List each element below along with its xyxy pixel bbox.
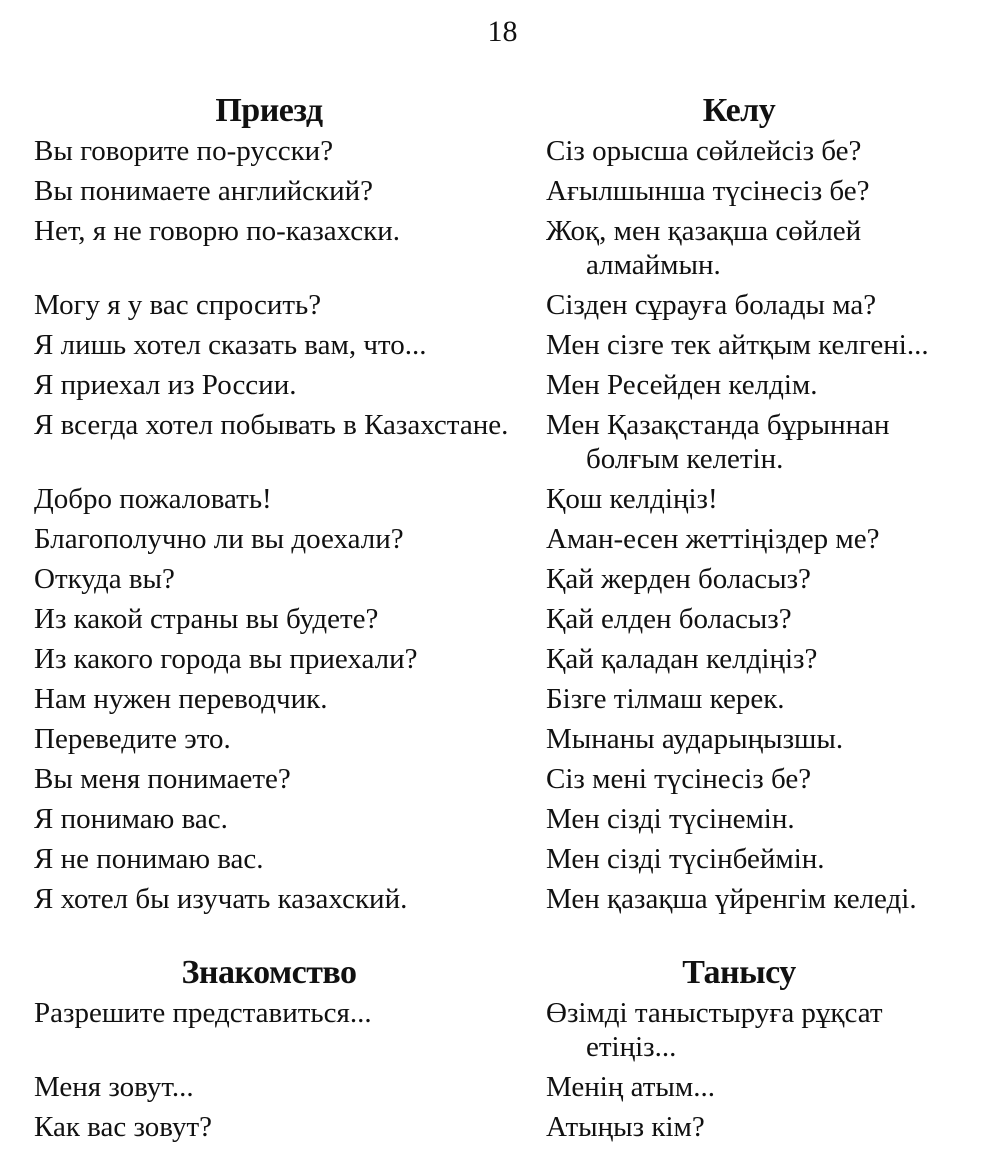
phrase-row (34, 174, 974, 208)
phrase-kz: Сіз орысша сөйлейсіз бе? (546, 135, 862, 167)
phrase-ru: Я лишь хотел сказать вам, что... (34, 329, 427, 361)
phrase-row (34, 134, 974, 168)
phrase-row (34, 762, 974, 796)
phrase-kz: Мен сізге тек айтқым келгені... (546, 329, 929, 361)
heading-kz: Танысу (682, 954, 796, 991)
phrase-row (34, 802, 974, 836)
phrase-list (34, 134, 974, 916)
phrase-ru: Добро пожаловать! (34, 483, 272, 515)
section-header (34, 950, 974, 996)
phrase-row (34, 842, 974, 876)
phrase-ru: Я хотел бы изучать казахский. (34, 883, 408, 915)
phrase-row (34, 996, 974, 1064)
phrase-kz: Қай елден боласыз? (546, 603, 792, 635)
page-number: 18 (487, 15, 518, 48)
phrase-kz: Қош келдіңіз! (546, 483, 718, 515)
phrase-ru: Благополучно ли вы доехали? (34, 523, 404, 555)
phrase-ru: Я всегда хотел побывать в Казахстане. (34, 409, 509, 441)
phrase-ru: Из какого города вы приехали? (34, 643, 418, 675)
phrase-kz: Бізге тілмаш керек. (546, 683, 785, 715)
phrase-list (34, 996, 974, 1144)
phrase-row (34, 1070, 974, 1104)
phrase-kz: Сізден сұрауға болады ма? (546, 289, 877, 321)
phrase-row (34, 602, 974, 636)
phrase-kz: Мен сізді түсінемін. (546, 803, 795, 835)
phrase-ru: Вы понимаете английский? (34, 175, 374, 207)
phrase-ru: Я понимаю вас. (34, 803, 228, 835)
phrase-kz: Мен Ресейден келдім. (546, 369, 818, 401)
phrase-ru: Переведите это. (34, 723, 231, 755)
phrase-row (34, 368, 974, 402)
phrase-kz: Атыңыз кім? (546, 1111, 705, 1143)
phrase-row (34, 562, 974, 596)
section-header (34, 88, 974, 134)
phrase-row (34, 214, 974, 282)
phrase-row (34, 522, 974, 556)
phrase-ru: Меня зовут... (34, 1071, 194, 1103)
phrase-ru: Из какой страны вы будете? (34, 603, 379, 635)
phrase-kz: Аман-есен жеттіңіздер ме? (546, 523, 880, 555)
heading-ru: Приезд (215, 92, 323, 129)
section-acquaintance (34, 950, 974, 1150)
phrase-kz: Мен қазақша үйренгім келеді. (546, 883, 917, 915)
phrase-ru: Как вас зовут? (34, 1111, 213, 1143)
phrase-kz: Мен Қазақстанда бұрыннан болғым келетін. (546, 409, 890, 475)
phrase-row (34, 1110, 974, 1144)
phrase-ru: Я не понимаю вас. (34, 843, 264, 875)
phrase-ru: Вы говорите по-русски? (34, 135, 334, 167)
phrase-ru: Разрешите представиться... (34, 997, 372, 1029)
phrase-kz: Өзімді таныстыруға рұқсат етіңіз... (546, 997, 883, 1063)
heading-kz: Келу (702, 92, 776, 129)
phrase-row (34, 722, 974, 756)
phrase-row (34, 682, 974, 716)
phrase-kz: Сіз мені түсінесіз бе? (546, 763, 812, 795)
phrase-kz: Ағылшынша түсінесіз бе? (546, 175, 870, 207)
phrase-kz: Мен сізді түсінбеймін. (546, 843, 825, 875)
phrase-kz: Қай жерден боласыз? (546, 563, 811, 595)
section-arrival (34, 88, 974, 922)
phrase-kz: Қай қаладан келдіңіз? (546, 643, 818, 675)
phrase-row (34, 328, 974, 362)
phrase-ru: Нет, я не говорю по-казахски. (34, 215, 401, 247)
phrase-ru: Могу я у вас спросить? (34, 289, 322, 321)
phrase-ru: Вы меня понимаете? (34, 763, 291, 795)
phrase-row (34, 642, 974, 676)
phrase-row (34, 482, 974, 516)
phrase-ru: Я приехал из России. (34, 369, 297, 401)
phrase-kz: Жоқ, мен қазақша сөйлей алмаймын. (546, 215, 862, 281)
heading-ru: Знакомство (181, 954, 357, 991)
phrase-row (34, 408, 974, 476)
phrase-kz: Менің атым... (546, 1071, 716, 1103)
phrase-ru: Откуда вы? (34, 563, 175, 595)
phrase-ru: Нам нужен переводчик. (34, 683, 328, 715)
phrase-row (34, 288, 974, 322)
phrase-row (34, 882, 974, 916)
phrase-kz: Мынаны аударыңызшы. (546, 723, 844, 755)
